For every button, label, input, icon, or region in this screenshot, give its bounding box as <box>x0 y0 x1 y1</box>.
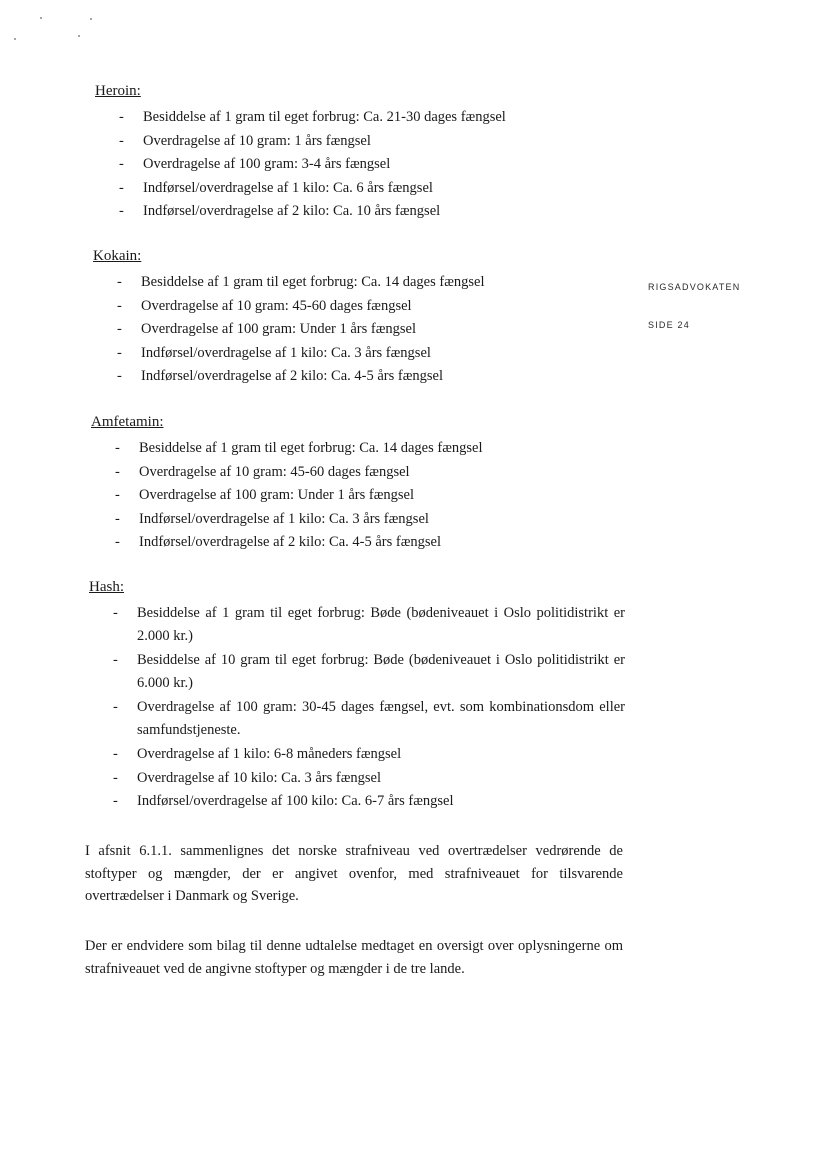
dash-bullet: - <box>113 605 118 621</box>
penalty-list <box>89 602 625 814</box>
sidebar-office: RIGSADVOKATEN <box>648 282 741 292</box>
list-item <box>95 130 735 154</box>
list-item <box>93 271 733 295</box>
list-item <box>95 153 735 177</box>
section-heading: Heroin: <box>95 83 141 99</box>
scan-speck <box>78 35 80 37</box>
list-item <box>91 461 731 485</box>
dash-bullet: - <box>117 297 122 314</box>
list-item-text: Indførsel/overdragelse af 1 kilo: Ca. 6 års fængsel <box>143 179 433 196</box>
list-item-text: Besiddelse af 1 gram til eget forbrug: Ca. 21-30 dages fængsel <box>143 109 506 125</box>
list-item-text: Overdragelse af 100 gram: 30-45 dages fængsel, evt. som kombinationsdom eller samfundstjeneste. <box>137 699 625 738</box>
list-item-text: Besiddelse af 1 gram til eget forbrug: Ca. 14 dages fængsel <box>139 440 483 456</box>
section-heroin <box>95 82 735 224</box>
sidebar-page-number: SIDE 24 <box>648 320 690 330</box>
list-item-text: Besiddelse af 1 gram til eget forbrug: Ca. 14 dages fængsel <box>141 274 485 290</box>
list-item-text: Indførsel/overdragelse af 2 kilo: Ca. 4-5 års fængsel <box>141 368 443 384</box>
list-item-text: Overdragelse af 10 gram: 45-60 dages fængsel <box>139 463 410 480</box>
list-item <box>89 767 625 791</box>
section-heading: Hash: <box>89 579 124 595</box>
dash-bullet: - <box>119 132 124 149</box>
list-item <box>95 200 735 224</box>
dash-bullet: - <box>113 746 118 762</box>
dash-bullet: - <box>117 344 122 361</box>
list-item-text: Indførsel/overdragelse af 100 kilo: Ca. 6-7 års fængsel <box>137 793 454 809</box>
list-item-text: Overdragelse af 1 kilo: 6-8 måneders fængsel <box>137 746 402 762</box>
body-paragraph: Der er endvidere som bilag til denne udtalelse medtaget en oversigt over oplysningerne om strafniveauet ved de angivne stoftyper og mængder i de tre lande. <box>85 938 623 977</box>
scan-speck <box>90 18 92 20</box>
dash-bullet: - <box>113 793 118 809</box>
list-item <box>91 531 731 555</box>
list-item <box>93 365 733 389</box>
dash-bullet: - <box>113 652 118 668</box>
dash-bullet: - <box>117 274 122 290</box>
dash-bullet: - <box>115 534 120 550</box>
list-item-text: Overdragelse af 100 gram: Under 1 års fængsel <box>139 487 415 503</box>
penalty-list <box>93 271 733 389</box>
section-heading: Amfetamin: <box>91 414 164 430</box>
dash-bullet: - <box>119 109 124 125</box>
dash-bullet: - <box>117 368 122 384</box>
list-item <box>95 177 735 201</box>
penalty-list <box>91 437 731 555</box>
dash-bullet: - <box>113 699 118 715</box>
dash-bullet: - <box>115 487 120 503</box>
list-item <box>93 342 733 366</box>
section-amfetamin <box>91 413 731 555</box>
list-item-text: Overdragelse af 100 gram: 3-4 års fængsel <box>143 156 391 172</box>
list-item-text: Overdragelse af 10 gram: 1 års fængsel <box>143 132 371 149</box>
dash-bullet: - <box>119 203 124 219</box>
dash-bullet: - <box>119 179 124 196</box>
list-item <box>95 106 735 130</box>
list-item-text: Overdragelse af 100 gram: Under 1 års fængsel <box>141 321 417 337</box>
dash-bullet: - <box>115 440 120 456</box>
penalty-list <box>95 106 735 224</box>
dash-bullet: - <box>113 769 118 786</box>
list-item <box>91 508 731 532</box>
list-item-text: Overdragelse af 10 kilo: Ca. 3 års fængsel <box>137 769 382 786</box>
list-item-text: Indførsel/overdragelse af 1 kilo: Ca. 3 års fængsel <box>139 510 429 527</box>
list-item <box>91 484 731 508</box>
list-item-text: Overdragelse af 10 gram: 45-60 dages fængsel <box>141 297 412 314</box>
list-item <box>89 649 625 695</box>
list-item <box>89 602 625 648</box>
section-kokain <box>93 247 733 389</box>
dash-bullet: - <box>119 156 124 172</box>
scan-speck <box>14 38 16 40</box>
dash-bullet: - <box>115 463 120 480</box>
section-heading: Kokain: <box>93 248 142 264</box>
list-item <box>89 790 625 814</box>
list-item-text: Besiddelse af 1 gram til eget forbrug: Bøde (bødeniveauet i Oslo politidistrikt er 2.000 kr.) <box>137 605 625 644</box>
list-item <box>91 437 731 461</box>
list-item <box>93 295 733 319</box>
list-item-text: Indførsel/overdragelse af 2 kilo: Ca. 4-5 års fængsel <box>139 534 441 550</box>
list-item <box>93 318 733 342</box>
scan-speck <box>40 17 42 19</box>
list-item <box>89 696 625 742</box>
section-hash <box>89 578 625 814</box>
list-item-text: Indførsel/overdragelse af 2 kilo: Ca. 10 års fængsel <box>143 203 441 219</box>
body-paragraph: I afsnit 6.1.1. sammenlignes det norske strafniveau ved overtrædelser vedrørende de stoftyper og mængder, der er angivet ovenfor, med strafniveauet for tilsvarende overtrædelser i Danmark og Sverige. <box>85 843 623 904</box>
list-item-text: Indførsel/overdragelse af 1 kilo: Ca. 3 års fængsel <box>141 344 431 361</box>
dash-bullet: - <box>117 321 122 337</box>
dash-bullet: - <box>115 510 120 527</box>
list-item <box>89 743 625 767</box>
list-item-text: Besiddelse af 10 gram til eget forbrug: Bøde (bødeniveauet i Oslo politidistrikt er 6.000 kr.) <box>137 652 625 691</box>
